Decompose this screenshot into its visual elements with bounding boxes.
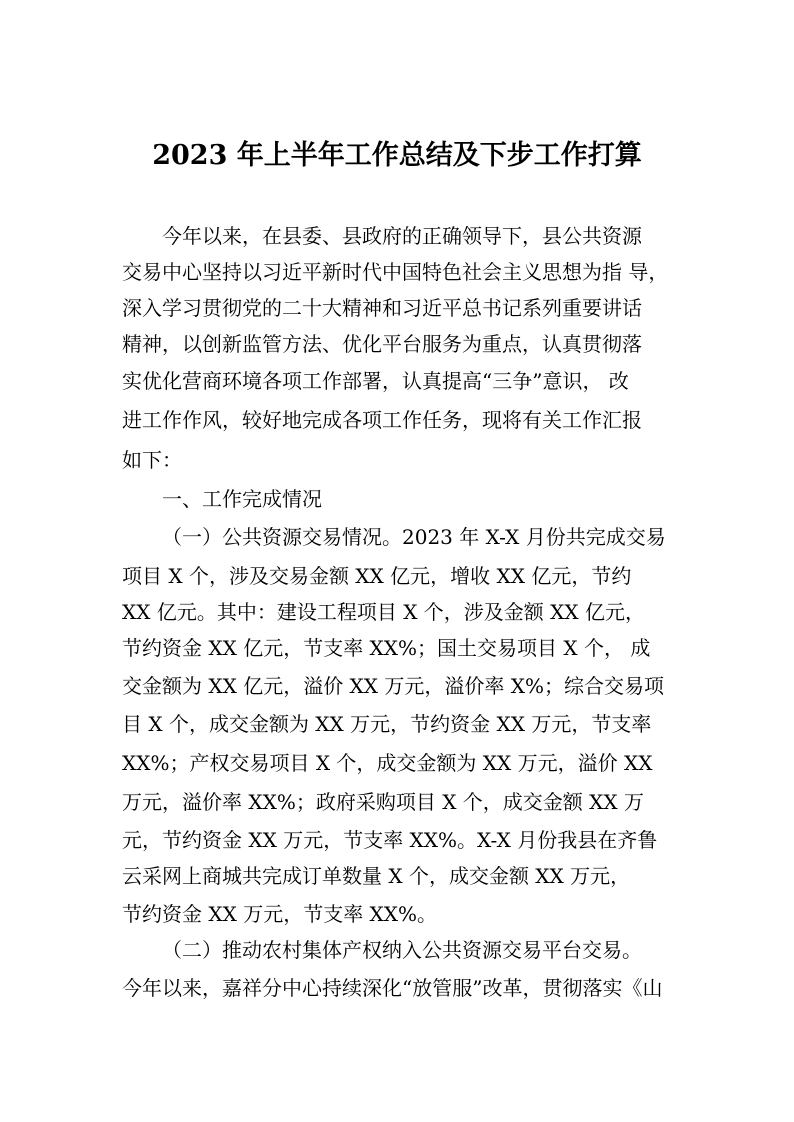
- paragraph-line: 节约资金 XX 万元，节支率 XX%。: [122, 902, 438, 926]
- subsection-heading: （二）推动农村集体产权纳入公共资源交易平台交易。: [162, 938, 642, 962]
- paragraph-line: 目 X 个，成交金额为 XX 万元，节约资金 XX 万元，节支率: [122, 712, 652, 736]
- paragraph-line: XX 亿元。其中：建设工程项目 X 个，涉及金额 XX 亿元，: [122, 600, 645, 624]
- paragraph-line: XX%；产权交易项目 X 个，成交金额为 XX 万元，溢价 XX: [122, 751, 653, 775]
- paragraph-line: 如下：: [122, 448, 182, 472]
- paragraph-line: 元，节约资金 XX 万元，节支率 XX%。X-X 月份我县在齐鲁: [122, 828, 658, 852]
- paragraph-line: 交易中心坚持以习近平新时代中国特色社会主义思想为指 导，: [122, 260, 669, 284]
- section-heading: 一、工作完成情况: [162, 487, 322, 511]
- paragraph-line: 精神，以创新监管方法、优化平台服务为重点，认真贯彻落: [122, 332, 642, 356]
- paragraph-line: 节约资金 XX 亿元，节支率 XX%；国土交易项目 X 个， 成: [122, 636, 651, 660]
- paragraph-line: 深入学习贯彻党的二十大精神和习近平总书记系列重要讲话: [122, 296, 642, 320]
- paragraph-line: 今年以来，嘉祥分中心持续深化“放管服”改革，贯彻落实《山: [122, 976, 663, 1000]
- paragraph-line: 万元，溢价率 XX%；政府采购项目 X 个，成交金额 XX 万: [122, 790, 644, 814]
- document-title: 2023 年上半年工作总结及下步工作打算: [152, 140, 642, 171]
- paragraph-line: 项目 X 个，涉及交易金额 XX 亿元，增收 XX 亿元，节约: [122, 564, 632, 588]
- subsection-heading: （一）公共资源交易情况。2023 年 X-X 月份共完成交易: [162, 525, 666, 549]
- paragraph-line: 今年以来，在县委、县政府的正确领导下，县公共资源: [162, 224, 642, 248]
- paragraph-line: 云采网上商城共完成订单数量 X 个，成交金额 XX 万元，: [122, 864, 631, 888]
- paragraph-line: 进工作作风，较好地完成各项工作任务，现将有关工作汇报: [122, 408, 642, 432]
- paragraph-line: 实优化营商环境各项工作部署，认真提高“三争”意识， 改: [122, 369, 629, 393]
- paragraph-line: 交金额为 XX 亿元，溢价 XX 万元，溢价率 X%；综合交易项: [122, 674, 664, 698]
